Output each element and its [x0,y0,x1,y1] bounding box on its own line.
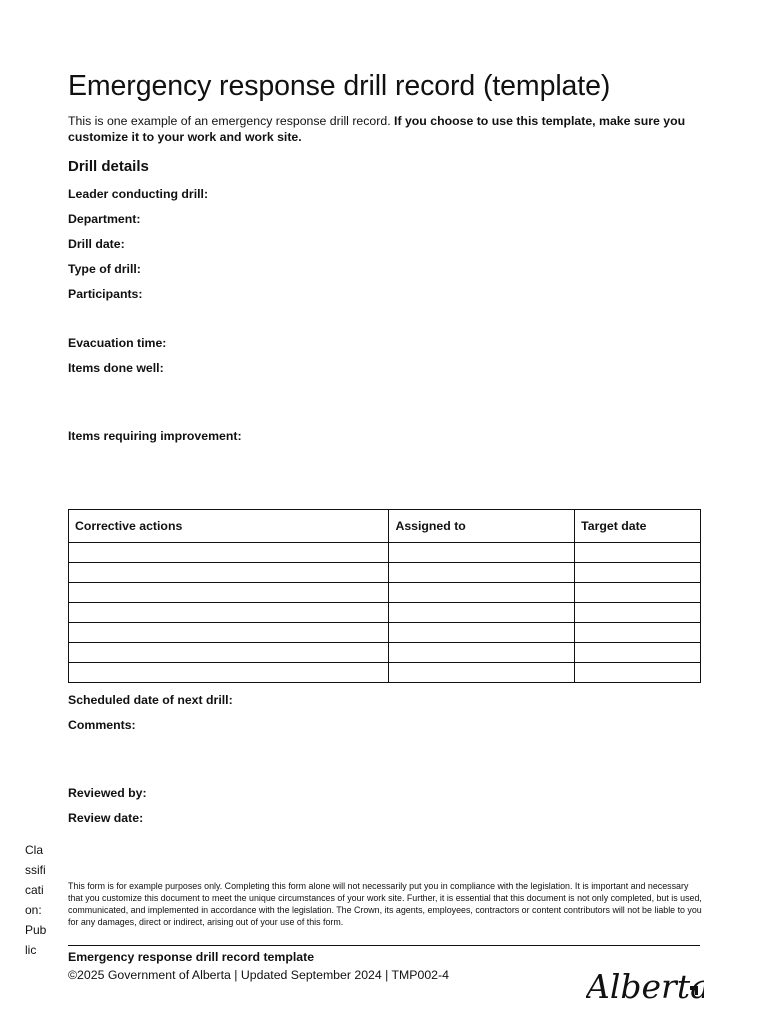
assigned-to-cell[interactable] [389,623,575,643]
target-date-cell[interactable] [575,663,701,683]
page-title: Emergency response drill record (template) [68,70,611,102]
field-items-requiring-improvement: Items requiring improvement: [68,429,242,443]
alberta-logo-svg [586,962,704,1006]
footer-title: Emergency response drill record template [68,950,315,964]
footer-divider [68,945,700,946]
table-row [69,563,701,583]
table-row [69,583,701,603]
assigned-to-cell[interactable] [389,603,575,623]
alberta-logo-text: Alberta [586,967,704,1006]
corrective-action-cell[interactable] [69,543,389,563]
corrective-action-cell[interactable] [69,663,389,683]
header-target-date: Target date [575,510,701,543]
target-date-cell[interactable] [575,623,701,643]
corrective-action-cell[interactable] [69,603,389,623]
assigned-to-cell[interactable] [389,563,575,583]
table-row [69,663,701,683]
assigned-to-cell[interactable] [389,543,575,563]
field-comments: Comments: [68,718,136,732]
table-header-row [69,510,701,543]
corrective-action-cell[interactable] [69,643,389,663]
table-row [69,623,701,643]
field-reviewed-by: Reviewed by: [68,786,147,800]
target-date-cell[interactable] [575,603,701,623]
footer-meta: ©2025 Government of Alberta | Updated September 2024 | TMP002-4 [68,968,449,982]
assigned-to-cell[interactable] [389,663,575,683]
header-assigned-to: Assigned to [389,510,575,543]
intro-bold: If you choose to use this template, make sure you customize it to your work and work site. [68,114,686,144]
corrective-actions-table [68,509,701,683]
target-date-cell[interactable] [575,583,701,603]
intro-plain: This is one example of an emergency response drill record. [68,114,395,128]
field-next-drill-date: Scheduled date of next drill: [68,693,233,707]
target-date-cell[interactable] [575,563,701,583]
assigned-to-cell[interactable] [389,643,575,663]
field-type-of-drill: Type of drill: [68,262,141,276]
table-row [69,603,701,623]
table-row [69,643,701,663]
intro-text [68,113,708,145]
field-department: Department: [68,212,141,226]
target-date-cell[interactable] [575,543,701,563]
field-items-done-well: Items done well: [68,361,164,375]
assigned-to-cell[interactable] [389,583,575,603]
classification-label: Classification: Public [25,843,47,957]
field-drill-date: Drill date: [68,237,125,251]
corrective-action-cell[interactable] [69,583,389,603]
field-evacuation-time: Evacuation time: [68,336,167,350]
field-participants: Participants: [68,287,143,301]
field-review-date: Review date: [68,811,144,825]
disclaimer-text: This form is for example purposes only. Completing this form alone will not necessarily put you in compliance with the legislation. It is important and necessary that you customize this document to meet the unique circumstances of your work site. Further, it is essential that this document is not only completed, but is used, communicated, and implemented in accordance with the legislation. The Crown, its agents, employees, contractors or content contributors will not be liable to you for any damages, direct or indirect, arising out of your use of this form. [68,881,702,927]
alberta-logo [586,962,704,1011]
target-date-cell[interactable] [575,643,701,663]
drill-details-heading: Drill details [68,158,149,175]
corrective-action-cell[interactable] [69,623,389,643]
table-row [69,543,701,563]
corrective-action-cell[interactable] [69,563,389,583]
field-leader: Leader conducting drill: [68,187,209,201]
header-corrective-actions: Corrective actions [69,510,389,543]
